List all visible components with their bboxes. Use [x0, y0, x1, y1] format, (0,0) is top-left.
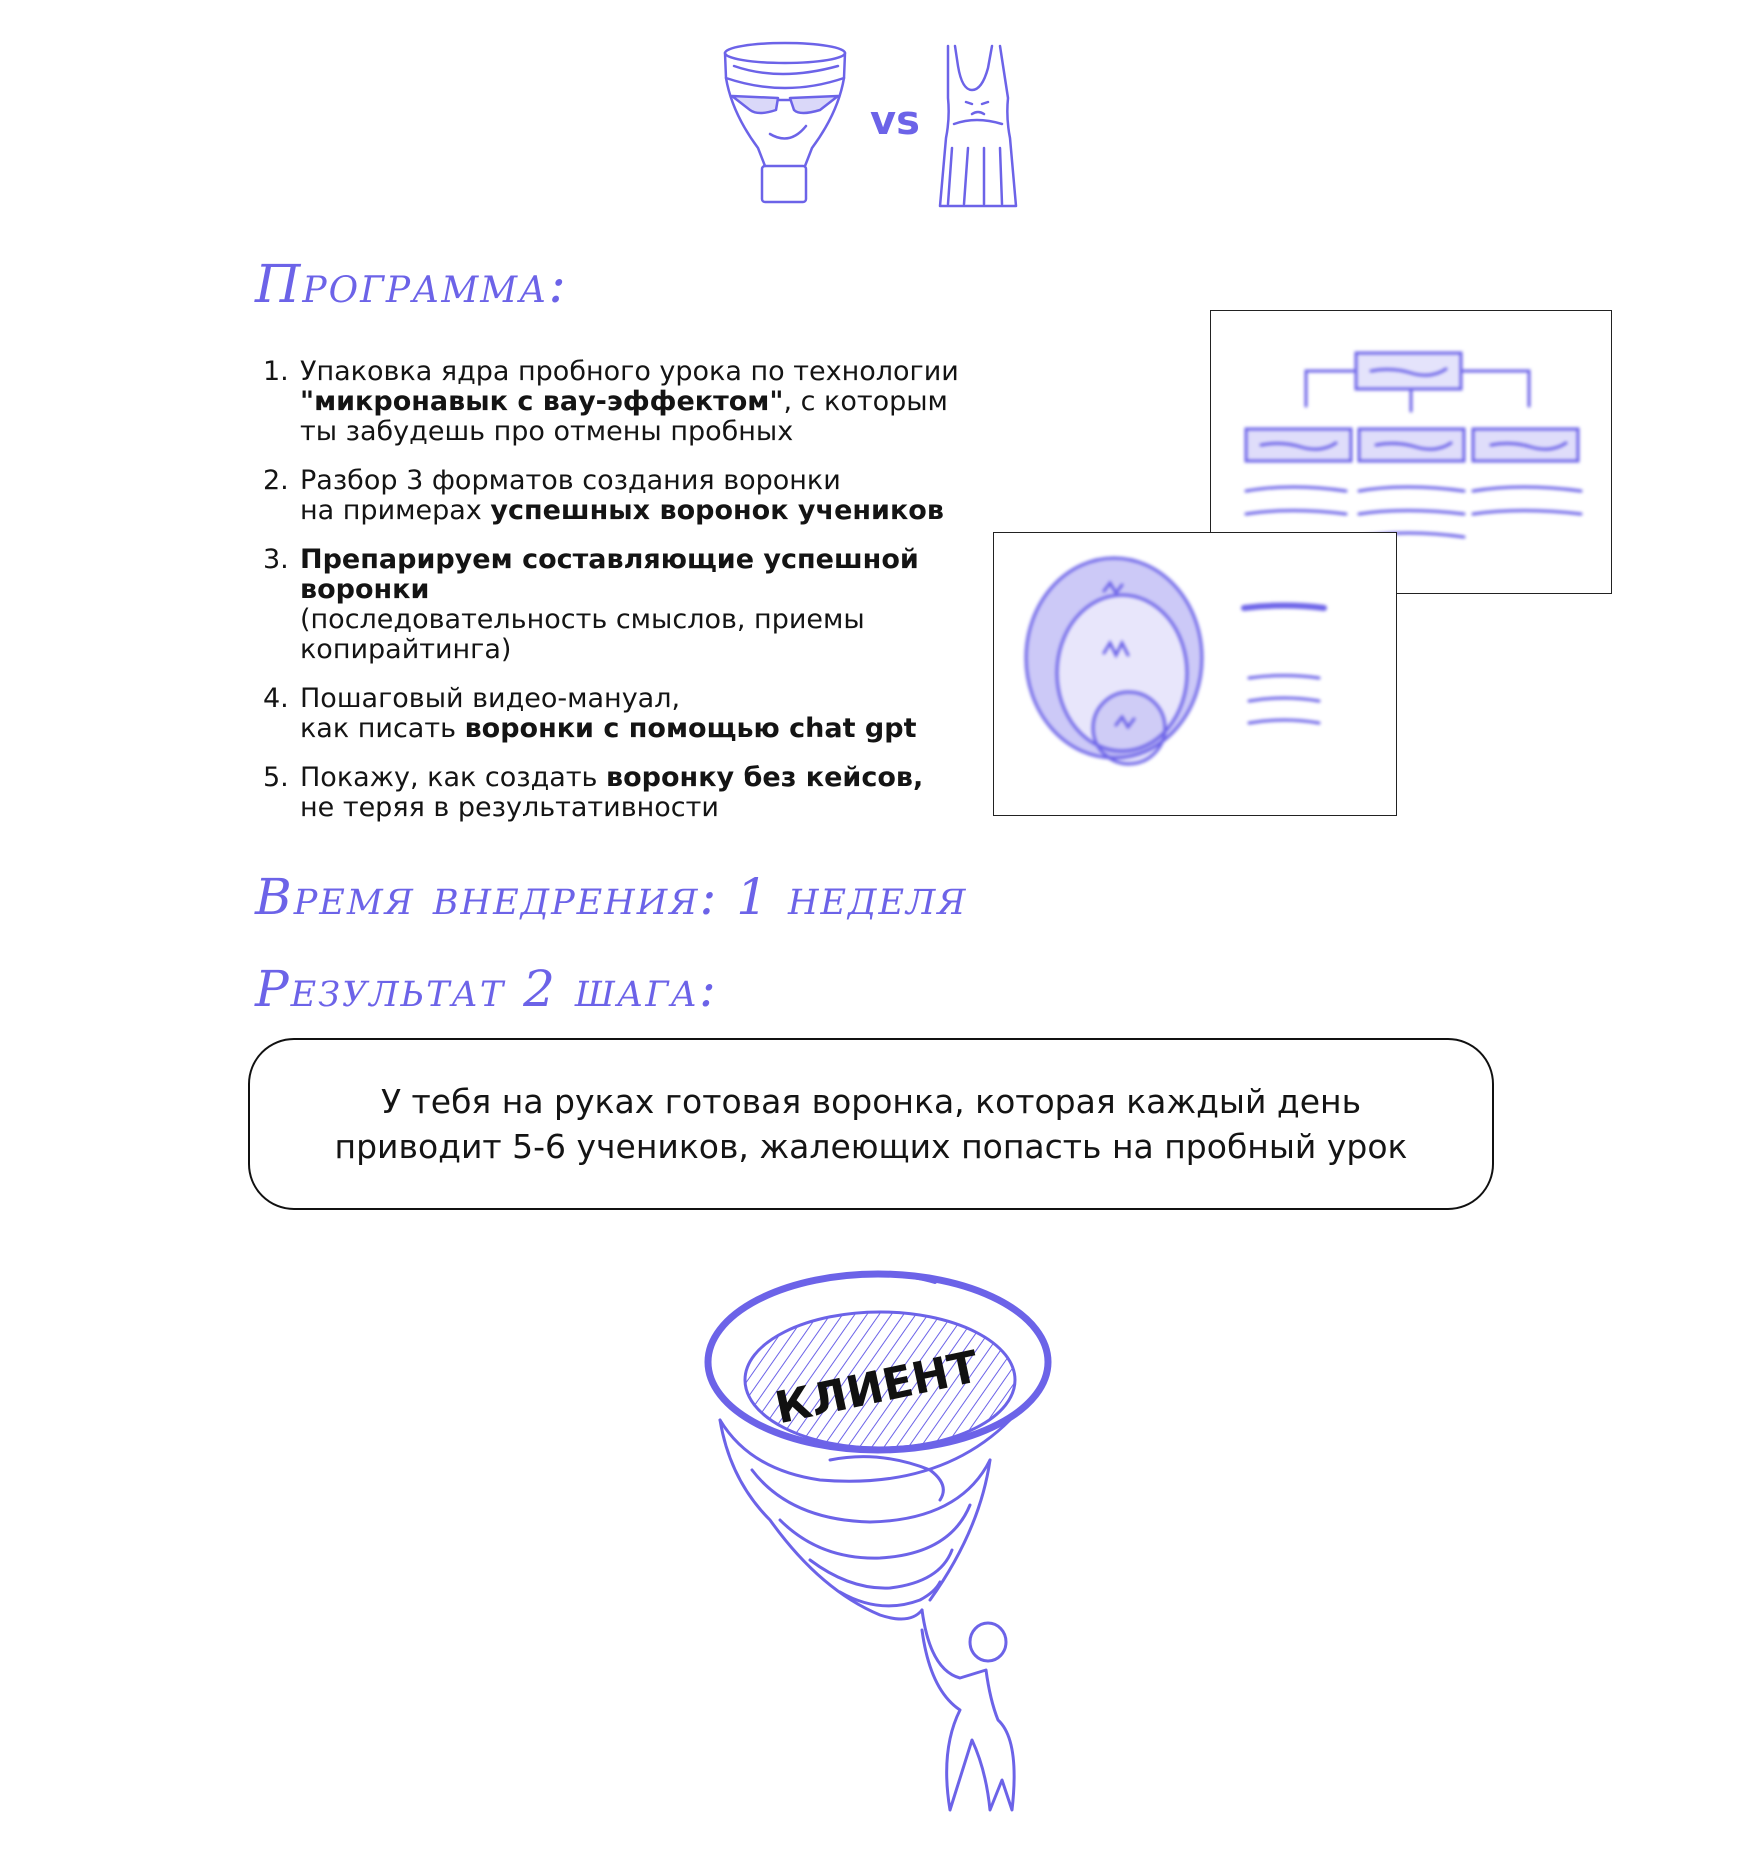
funnel-character-icon	[725, 43, 845, 202]
tornado-funnel-icon	[690, 1270, 1070, 1830]
program-heading: Программа:	[255, 255, 568, 315]
program-list	[255, 357, 1025, 842]
program-item-bold-text: успешных воронок учеников	[490, 495, 944, 526]
program-item	[255, 684, 1025, 744]
vs-label: vs	[870, 98, 920, 144]
program-item-text: Пошаговый видео-мануал,	[300, 683, 681, 714]
program-item	[255, 545, 1025, 665]
program-item-text: (последовательность смыслов, приемы	[300, 604, 865, 635]
program-item-bold-text: воронку без кейсов,	[606, 762, 924, 793]
program-item-number: 1.	[263, 356, 289, 387]
program-item-text: , с которым	[783, 386, 948, 417]
implementation-time-heading: Время внедрения: 1 неделя	[255, 868, 968, 926]
person-icon	[922, 1610, 1014, 1810]
program-item	[255, 466, 1025, 526]
program-item-text: копирайтинга)	[300, 634, 512, 665]
program-item-bold-text: Препарируем составляющие успешной воронки	[300, 544, 919, 605]
program-item-bold-text: "микронавык с вау-эффектом"	[300, 386, 784, 417]
program-item-text: Покажу, как создать	[300, 762, 607, 793]
program-item-text: Разбор 3 форматов создания воронки	[300, 465, 841, 496]
result-line-1: У тебя на руках готовая воронка, которая каждый день	[380, 1082, 1362, 1121]
program-item-text: ты забудешь про отмены пробных	[300, 416, 794, 447]
program-item-text: не теряя в результативности	[300, 792, 719, 823]
result-heading: Результат 2 шага:	[255, 960, 718, 1018]
shopping-bag-character-icon	[940, 46, 1016, 206]
program-item	[255, 763, 1025, 823]
funnel-label: КЛИЕНТ	[770, 1341, 984, 1435]
program-item	[255, 357, 1025, 447]
program-item-text: Упаковка ядра пробного урока по технологии	[300, 356, 959, 387]
circles-slide-icon	[993, 532, 1397, 816]
program-item-bold-text: воронки с помощью chat gpt	[464, 713, 917, 744]
program-item-number: 2.	[263, 465, 289, 496]
program-item-number: 3.	[263, 544, 289, 575]
program-item-number: 5.	[263, 762, 289, 793]
program-item-text: на примерах	[300, 495, 491, 526]
result-box	[248, 1038, 1494, 1210]
program-item-number: 4.	[263, 683, 289, 714]
result-line-2: приводит 5-6 учеников, жалеющих попасть на пробный урок	[334, 1127, 1408, 1166]
result-text	[335, 1079, 1408, 1169]
program-item-text: как писать	[300, 713, 465, 744]
